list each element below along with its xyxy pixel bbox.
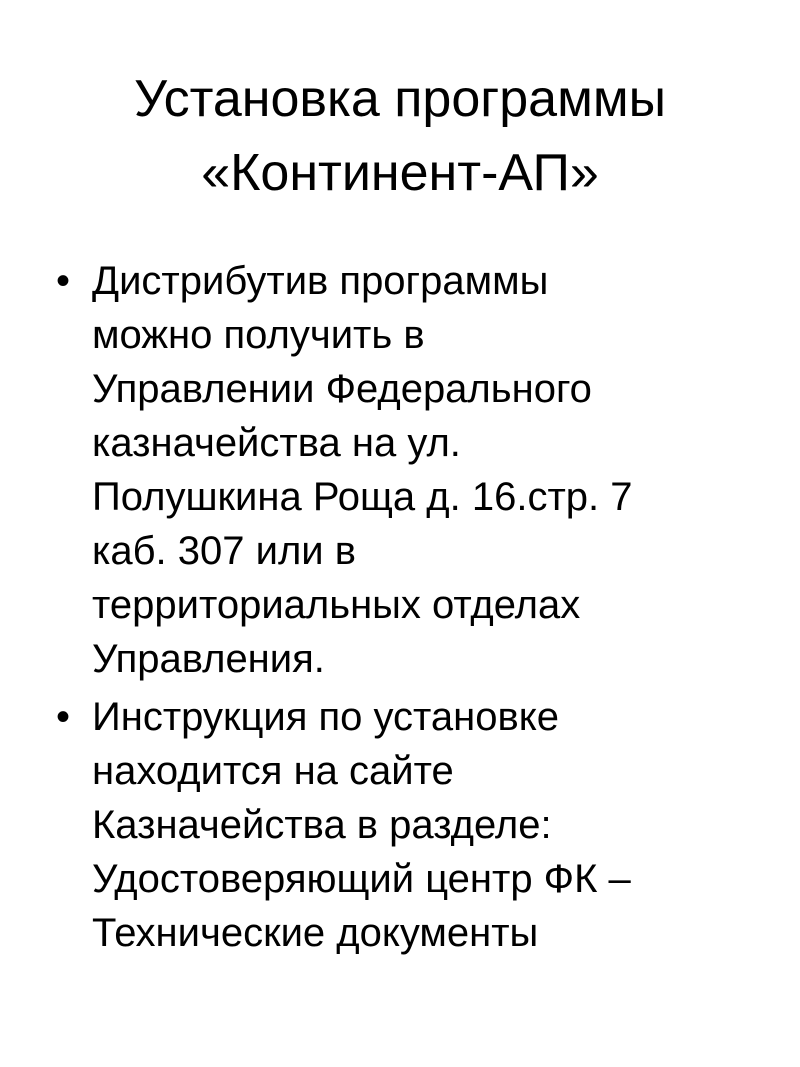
bullet-line: каб. 307 или в: [92, 529, 357, 573]
bullet-item-instructions: [56, 690, 756, 960]
bullet-line: Инструкция по установке: [92, 695, 559, 739]
bullet-line: Технические документы: [92, 911, 539, 955]
bullet-line: казначейства на ул.: [92, 421, 461, 465]
bullet-line: Дистрибутив программы: [92, 259, 549, 303]
bullet-marker: •: [56, 695, 71, 739]
bullet-line: Удостоверяющий центр ФК –: [92, 857, 631, 901]
bullet-line: можно получить в: [92, 313, 425, 357]
slide-title-line: «Континент-АП»: [201, 144, 599, 202]
bullet-text: [92, 254, 756, 686]
bullet-line: Полушкина Роща д. 16.стр. 7: [92, 475, 633, 519]
slide-title: [0, 62, 800, 210]
bullet-line: Казначейства в разделе:: [92, 803, 552, 847]
bullet-line: Управлении Федерального: [92, 367, 592, 411]
bullet-item-distribution: [56, 254, 756, 686]
bullet-line: находится на сайте: [92, 749, 454, 793]
bullet-line: территориальных отделах: [92, 583, 581, 627]
bullet-line: Управления.: [92, 637, 325, 681]
bullet-text: [92, 690, 756, 960]
bullet-marker: •: [56, 259, 71, 303]
bullet-list: [56, 254, 756, 964]
slide-title-line: Установка программы: [134, 70, 666, 128]
